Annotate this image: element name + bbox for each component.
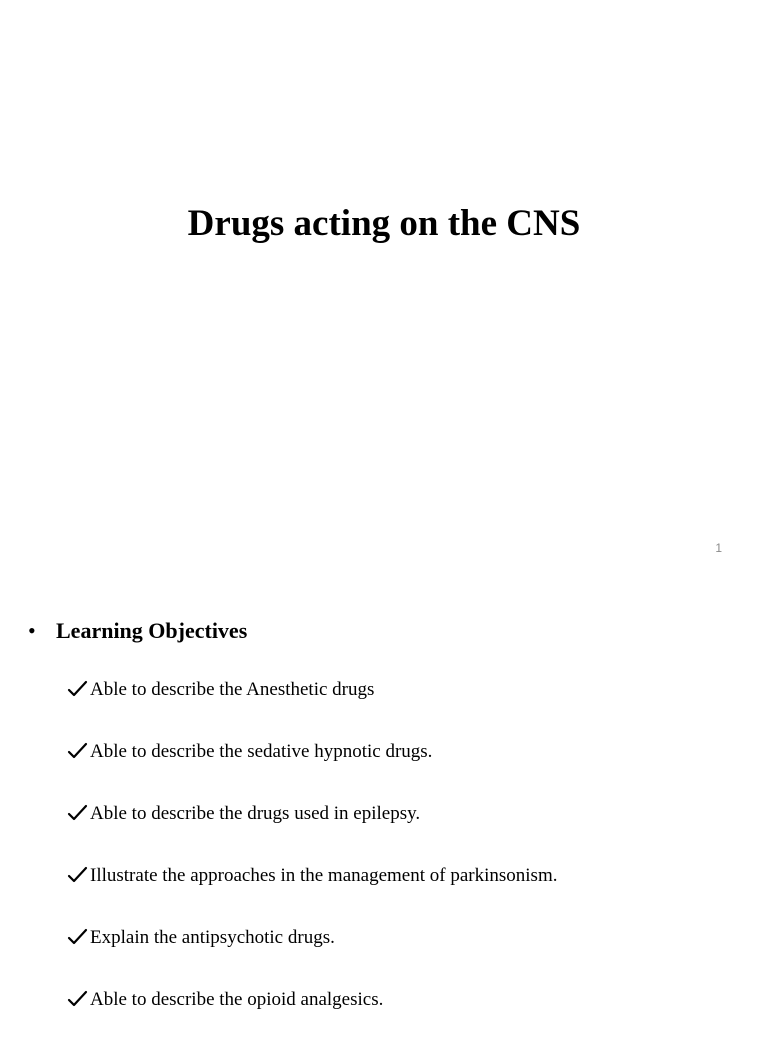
list-item: [66, 985, 557, 1015]
list-item: [66, 675, 557, 705]
objective-text: Explain the antipsychotic drugs.: [90, 927, 335, 948]
checkmark-icon: [66, 988, 90, 1012]
checkmark-icon: [66, 740, 90, 764]
list-item: [66, 861, 557, 891]
checkmark-icon: [66, 926, 90, 950]
checkmark-icon: [66, 678, 90, 702]
slide-title: Drugs acting on the CNS: [187, 203, 581, 244]
bullet-icon: •: [28, 618, 36, 643]
checkmark-icon: [66, 864, 90, 888]
objective-text: Able to describe the drugs used in epilepsy.: [90, 803, 421, 824]
objective-text: Able to describe the opioid analgesics.: [90, 989, 384, 1010]
objective-text: Illustrate the approaches in the management of parkinsonism.: [90, 865, 558, 886]
objectives-heading-row: [28, 616, 247, 646]
checkmark-icon: [66, 802, 90, 826]
objective-text: Able to describe the sedative hypnotic drugs.: [90, 741, 433, 762]
objective-text: Able to describe the Anesthetic drugs: [90, 679, 375, 700]
page-number: 1: [715, 541, 722, 555]
list-item: [66, 799, 557, 829]
list-item: [66, 737, 557, 767]
objectives-slide: [0, 576, 768, 1024]
list-item: [66, 923, 557, 953]
objectives-list: [66, 675, 557, 1047]
objectives-heading: Learning Objectives: [56, 618, 248, 643]
